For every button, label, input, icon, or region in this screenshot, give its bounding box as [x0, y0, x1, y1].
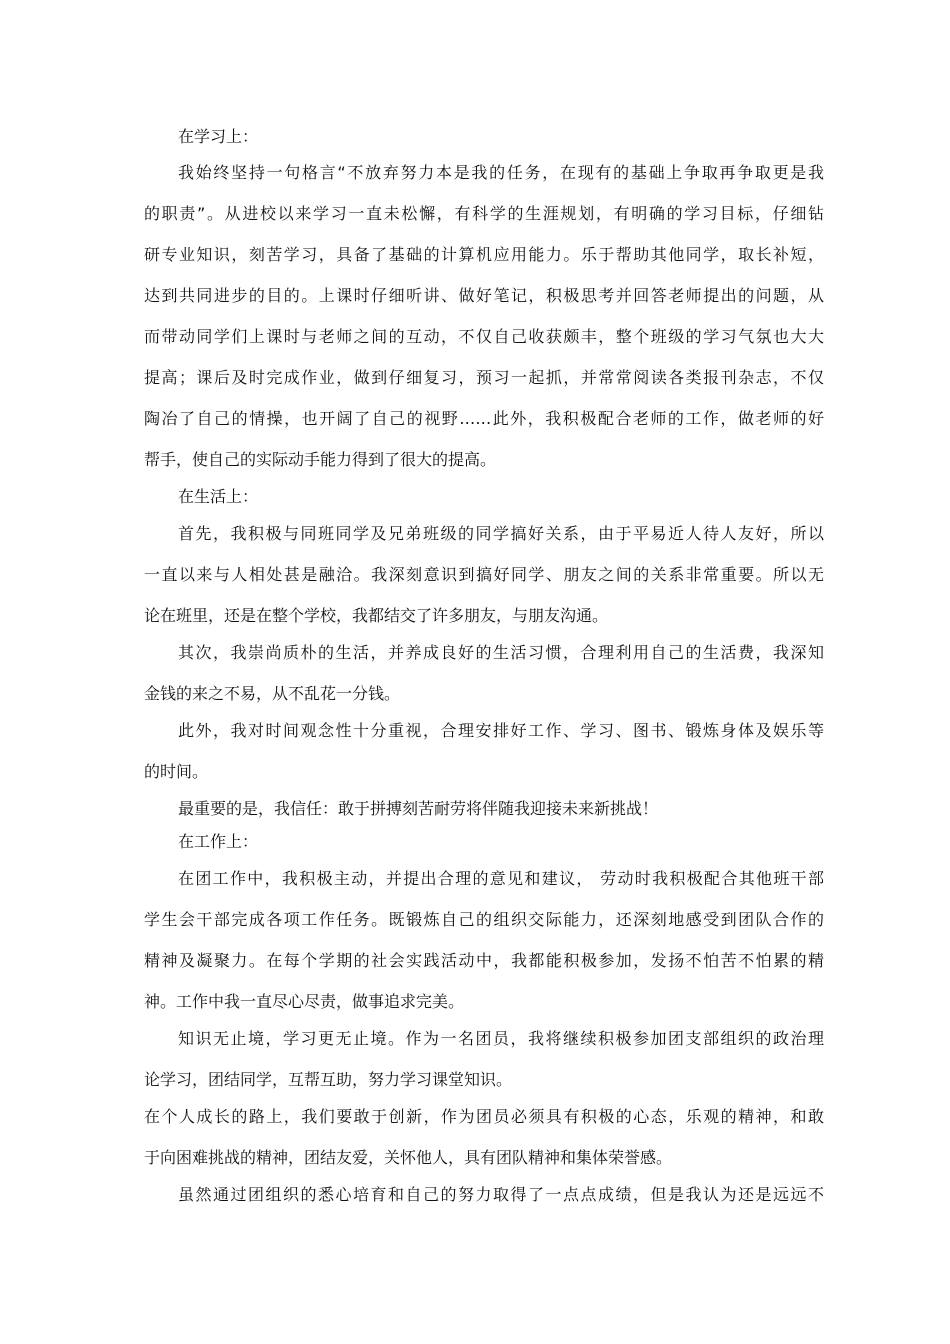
text-line: 而带动同学们上课时与老师之间的互动，不仅自己收获颇丰，整个班级的学习气氛也大大: [144, 327, 824, 346]
text-line: 知识无止境，学习更无止境。作为一名团员，我将继续积极参加团支部组织的政治理: [178, 1029, 824, 1048]
text-line: 神。工作中我一直尽心尽责，做事追求完美。: [144, 992, 465, 1011]
text-line: 在个人成长的路上，我们要敢于创新，作为团员必须具有积极的心态，乐观的精神，和敢: [144, 1107, 824, 1126]
text-line: 研专业知识，刻苦学习，具备了基础的计算机应用能力。乐于帮助其他同学，取长补短，: [144, 245, 824, 264]
text-line: 帮手，使自己的实际动手能力得到了很大的提高。: [144, 450, 497, 469]
text-line: 金钱的来之不易，从不乱花一分钱。: [144, 684, 401, 703]
heading-life: 在生活上：: [178, 487, 259, 506]
text-line: 精神及凝聚力。在每个学期的社会实践活动中，我都能积极参加，发扬不怕苦不怕累的精: [144, 951, 824, 970]
text-line: 的时间。: [144, 762, 209, 781]
heading-work: 在工作上：: [178, 832, 259, 851]
text-line: 达到共同进步的目的。上课时仔细听讲、做好笔记，积极思考并回答老师提出的问题，从: [144, 286, 824, 305]
text-line: 在团工作中，我积极主动，并提出合理的意见和建议， 劳动时我积极配合其他班干部: [178, 869, 824, 888]
text-line: 其次，我崇尚质朴的生活，并养成良好的生活习惯，合理利用自己的生活费，我深知: [178, 643, 824, 662]
text-line: 陶冶了自己的情操，也开阔了自己的视野……此外，我积极配合老师的工作，做老师的好: [144, 409, 824, 428]
heading-study: 在学习上：: [178, 127, 259, 146]
text-line: 的职责”。从进校以来学习一直未松懈，有科学的生涯规划，有明确的学习目标，仔细钻: [144, 204, 824, 223]
text-line: 一直以来与人相处甚是融洽。我深刻意识到搞好同学、朋友之间的关系非常重要。所以无: [144, 565, 824, 584]
text-line: 最重要的是，我信任：敢于拼搏刻苦耐劳将伴随我迎接未来新挑战！: [178, 799, 659, 818]
text-line: 学生会干部完成各项工作任务。既锻炼自己的组织交际能力，还深刻地感受到团队合作的: [144, 910, 824, 929]
text-line: 论在班里，还是在整个学校，我都结交了许多朋友，与朋友沟通。: [144, 606, 609, 625]
text-line: 虽然通过团组织的悉心培育和自己的努力取得了一点点成绩，但是我认为还是远远不: [178, 1185, 824, 1204]
text-line: 提高；课后及时完成作业，做到仔细复习，预习一起抓，并常常阅读各类报刊杂志，不仅: [144, 368, 824, 387]
text-line: 于向困难挑战的精神，团结友爱，关怀他人，具有团队精神和集体荣誉感。: [144, 1148, 673, 1167]
text-line: 此外，我对时间观念性十分重视，合理安排好工作、学习、图书、锻炼身体及娱乐等: [178, 721, 824, 740]
text-line: 首先，我积极与同班同学及兄弟班级的同学搞好关系，由于平易近人待人友好，所以: [178, 524, 824, 543]
text-line: 论学习，团结同学，互帮互助，努力学习课堂知识。: [144, 1070, 513, 1089]
text-line: 我始终坚持一句格言“不放弃努力本是我的任务，在现有的基础上争取再争取更是我: [178, 163, 824, 182]
